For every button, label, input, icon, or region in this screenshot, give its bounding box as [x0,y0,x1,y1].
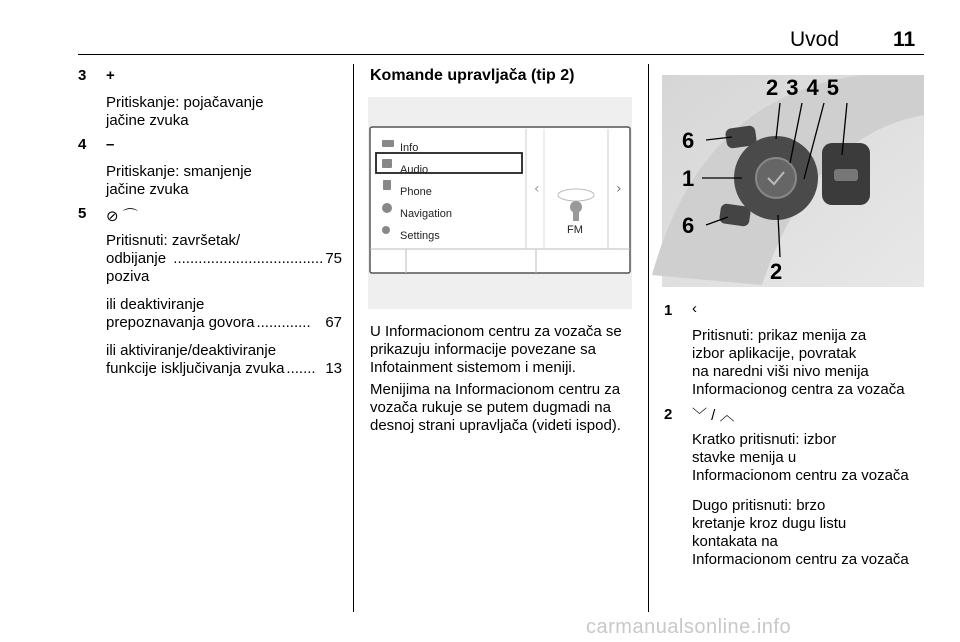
display-menu [400,137,452,247]
item-2-text: Kratko pritisnuti: izbor stavke menija u Informacionom centru za vozača Dugo pritisnuti: brzo kretanje kroz dugu listu kontakata na Informacionom centru za vozača [692,431,909,568]
column-divider-1 [353,64,354,612]
steering-wheel-svg [662,75,924,287]
header-rule [78,54,924,55]
fm-label: FM [567,224,583,236]
item-number-3: 3 [78,67,87,84]
item-3-line-1: Pritiskanje: pojačavanje [106,94,264,111]
item-symbol-minus: – [106,136,115,153]
page-ref-67: 67 [325,314,342,331]
page-header-title: Uvod [790,28,840,51]
callout-3: 3 [786,75,807,100]
callout-6-bottom: 6 [682,213,695,238]
display-illustration [368,97,632,309]
callout-6-top: 6 [682,128,695,153]
item-number-2: 2 [664,406,673,423]
middle-paragraph-2: Menijima na Informacionom centru za vozača rukuje se putem dugmadi na desnoj strani upravljača (videti ispod). [370,381,621,434]
item-5-p3-line-2: funkcije isključivanja zvuka ....... 13 [106,360,342,377]
menu-item-navigation: Navigation [400,208,452,220]
item-3-line-2: jačine zvuka [106,112,189,129]
watermark: carmanualsonline.info [586,616,792,638]
item-1-text: Pritisnuti: prikaz menija za izbor aplikacije, povratak na naredni viši nivo menija Informacionog centra za vozača [692,327,905,398]
chevron-down-up-icon: ﹀ / ︿ [692,407,735,424]
item-4-text [106,163,252,199]
menu-item-settings: Settings [400,230,440,242]
svg-text:›: › [616,181,622,197]
callout-2-top: 2 [766,75,787,100]
chevron-left-icon: ‹ [692,300,697,317]
middle-paragraph-1: U Informacionom centru za vozača se prikazuju informacije povezane sa Infotainment sistemom i meniji. [370,323,622,376]
page-number: 11 [893,28,916,51]
item-5-p2-line-1: ili deaktiviranje [106,296,205,313]
item-number-4: 4 [78,136,87,153]
item-5-p3-line-1: ili aktiviranje/deaktiviranje [106,342,277,359]
svg-text:‹: ‹ [534,181,540,197]
callout-2-bottom: 2 [770,259,783,284]
item-4-line-1: Pritiskanje: smanjenje [106,163,252,180]
callout-1: 1 [682,166,695,191]
column-divider-2 [648,64,649,612]
item-5-p2-line-2: prepoznavanja govora ............. 67 [106,314,342,331]
callout-4: 4 [806,75,827,100]
item-symbol-plus: + [106,67,115,84]
item-4-line-2: jačine zvuka [106,181,189,198]
menu-item-audio: Audio [400,164,429,176]
page-ref-75: 75 [325,250,342,267]
item-number-5: 5 [78,205,87,222]
callout-5: 5 [826,75,847,100]
item-number-1: 1 [664,302,673,319]
section-title: Komande upravljača (tip 2) [370,67,575,84]
menu-item-info: Info [400,142,419,154]
callouts-top [766,75,847,101]
item-5-p1-line-2: odbijanje poziva .................................... 75 [106,250,342,285]
item-3-text [106,94,264,130]
item-5-text [106,232,342,378]
item-5-p1-line-1: Pritisnuti: završetak/ [106,232,241,249]
menu-item-phone: Phone [400,186,432,198]
page-ref-13: 13 [325,360,342,377]
steering-wheel-illustration [662,75,924,287]
end-call-mute-icon: ⊘ ⌒ [106,208,138,225]
